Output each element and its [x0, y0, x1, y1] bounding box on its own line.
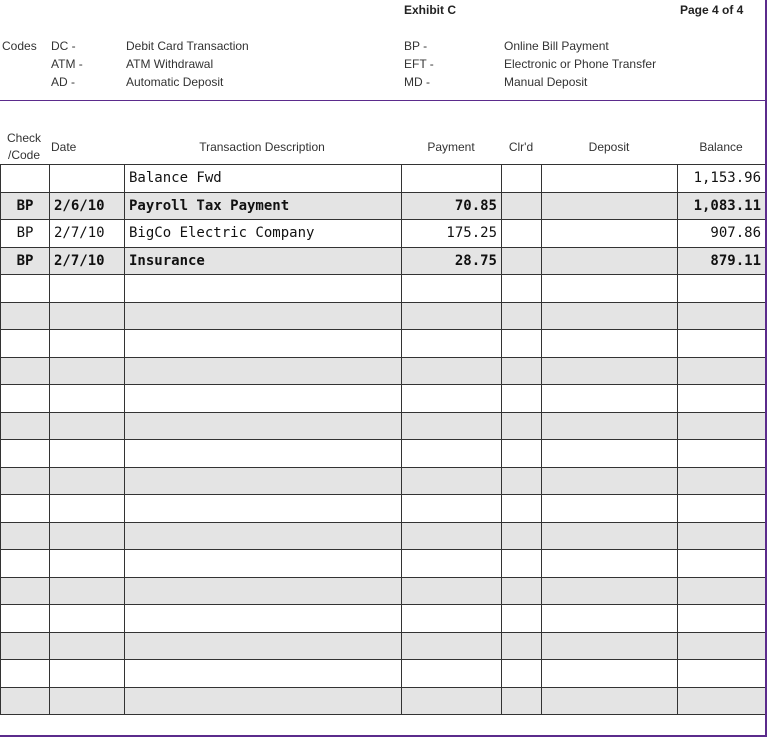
legend-meaning: ATM Withdrawal [126, 57, 214, 71]
cell-date[interactable] [50, 302, 125, 330]
cell-date[interactable] [50, 440, 125, 468]
cell-cleared[interactable] [502, 165, 542, 193]
legend-meaning: Debit Card Transaction [126, 39, 249, 53]
cell-code[interactable] [1, 275, 50, 303]
cell-cleared[interactable] [502, 467, 542, 495]
table-row [1, 302, 766, 330]
cell-date[interactable] [50, 550, 125, 578]
cell-payment[interactable] [402, 440, 502, 468]
cell-cleared[interactable] [502, 687, 542, 715]
cell-balance[interactable] [678, 522, 766, 550]
cell-description[interactable]: Balance Fwd [125, 165, 402, 193]
cell-date[interactable] [50, 605, 125, 633]
cell-description[interactable] [125, 605, 402, 633]
cell-balance[interactable] [678, 412, 766, 440]
cell-deposit[interactable] [542, 302, 678, 330]
ledger-body [1, 165, 766, 715]
cell-deposit[interactable] [542, 412, 678, 440]
cell-code[interactable] [1, 385, 50, 413]
cell-deposit[interactable] [542, 275, 678, 303]
legend-code: EFT - [404, 57, 434, 71]
cell-deposit[interactable] [542, 357, 678, 385]
cell-deposit[interactable] [542, 440, 678, 468]
cell-cleared[interactable] [502, 440, 542, 468]
cell-cleared[interactable] [502, 412, 542, 440]
cell-date[interactable]: 2/7/10 [50, 247, 125, 275]
cell-balance[interactable] [678, 440, 766, 468]
cell-date[interactable] [50, 385, 125, 413]
cell-date[interactable] [50, 577, 125, 605]
legend-meaning: Electronic or Phone Transfer [504, 57, 657, 71]
cell-description[interactable] [125, 440, 402, 468]
cell-date[interactable] [50, 660, 125, 688]
table-row [1, 687, 766, 715]
table-row [1, 275, 766, 303]
table-row [1, 522, 766, 550]
table-row [1, 220, 766, 248]
cell-code[interactable]: BP [1, 247, 50, 275]
page-indicator: Page 4 of 4 [680, 3, 744, 17]
cell-code[interactable] [1, 632, 50, 660]
cell-payment[interactable] [402, 412, 502, 440]
ledger-table [0, 164, 766, 715]
column-header-cleared: Clr'd [508, 140, 534, 154]
cell-deposit[interactable] [542, 495, 678, 523]
column-header-deposit: Deposit [588, 140, 630, 154]
legend-meaning: Online Bill Payment [504, 39, 609, 53]
cell-date[interactable]: 2/7/10 [50, 220, 125, 248]
cell-date[interactable]: 2/6/10 [50, 192, 125, 220]
legend-code: DC - [51, 39, 76, 53]
cell-payment[interactable] [402, 357, 502, 385]
cell-deposit[interactable] [542, 605, 678, 633]
cell-code[interactable] [1, 357, 50, 385]
cell-balance[interactable]: 1,083.11 [678, 192, 766, 220]
table-row [1, 385, 766, 413]
cell-description[interactable]: BigCo Electric Company [125, 220, 402, 248]
cell-payment[interactable] [402, 550, 502, 578]
cell-deposit[interactable] [542, 192, 678, 220]
cell-deposit[interactable] [542, 467, 678, 495]
cell-cleared[interactable] [502, 275, 542, 303]
table-row [1, 357, 766, 385]
column-header-description: Transaction Description [199, 140, 325, 154]
cell-balance[interactable] [678, 385, 766, 413]
cell-balance[interactable]: 907.86 [678, 220, 766, 248]
cell-deposit[interactable] [542, 687, 678, 715]
cell-cleared[interactable] [502, 660, 542, 688]
table-row [1, 660, 766, 688]
cell-payment[interactable] [402, 275, 502, 303]
codes-label: Codes [2, 39, 37, 53]
cell-balance[interactable]: 1,153.96 [678, 165, 766, 193]
cell-description[interactable] [125, 495, 402, 523]
cell-balance[interactable] [678, 550, 766, 578]
cell-cleared[interactable] [502, 632, 542, 660]
cell-description[interactable] [125, 577, 402, 605]
cell-description[interactable] [125, 412, 402, 440]
cell-description[interactable] [125, 632, 402, 660]
cell-payment[interactable] [402, 467, 502, 495]
cell-date[interactable] [50, 357, 125, 385]
cell-balance[interactable] [678, 467, 766, 495]
cell-code[interactable] [1, 467, 50, 495]
legend-code: MD - [404, 75, 430, 89]
cell-payment[interactable] [402, 577, 502, 605]
cell-cleared[interactable] [502, 357, 542, 385]
table-row [1, 577, 766, 605]
cell-code[interactable]: BP [1, 220, 50, 248]
cell-cleared[interactable] [502, 522, 542, 550]
legend-code: ATM - [51, 57, 83, 71]
cell-cleared[interactable] [502, 247, 542, 275]
legend-meaning: Manual Deposit [504, 75, 588, 89]
cell-code[interactable] [1, 165, 50, 193]
cell-description[interactable] [125, 660, 402, 688]
cell-description[interactable] [125, 385, 402, 413]
legend-code: AD - [51, 75, 75, 89]
cell-date[interactable] [50, 495, 125, 523]
table-row [1, 412, 766, 440]
cell-payment[interactable] [402, 687, 502, 715]
cell-balance[interactable] [678, 302, 766, 330]
cell-description[interactable] [125, 550, 402, 578]
column-header-check [0, 130, 48, 164]
cell-code[interactable] [1, 522, 50, 550]
legend-code: BP - [404, 39, 428, 53]
cell-payment[interactable] [402, 385, 502, 413]
table-row [1, 192, 766, 220]
cell-balance[interactable] [678, 605, 766, 633]
cell-code[interactable] [1, 440, 50, 468]
table-row [1, 330, 766, 358]
cell-cleared[interactable] [502, 220, 542, 248]
table-row [1, 632, 766, 660]
column-header-payment: Payment [427, 140, 475, 154]
cell-balance[interactable] [678, 577, 766, 605]
cell-description[interactable] [125, 687, 402, 715]
cell-description[interactable]: Payroll Tax Payment [125, 192, 402, 220]
cell-payment[interactable] [402, 660, 502, 688]
cell-code[interactable]: BP [1, 192, 50, 220]
cell-balance[interactable] [678, 357, 766, 385]
cell-deposit[interactable] [542, 330, 678, 358]
cell-date[interactable] [50, 632, 125, 660]
table-row [1, 165, 766, 193]
cell-cleared[interactable] [502, 302, 542, 330]
cell-cleared[interactable] [502, 385, 542, 413]
cell-deposit[interactable] [542, 577, 678, 605]
column-header-date: Date [51, 140, 77, 154]
cell-deposit[interactable] [542, 550, 678, 578]
cell-code[interactable] [1, 660, 50, 688]
cell-code[interactable] [1, 577, 50, 605]
cell-cleared[interactable] [502, 577, 542, 605]
cell-code[interactable] [1, 412, 50, 440]
cell-code[interactable] [1, 550, 50, 578]
table-row [1, 440, 766, 468]
cell-code[interactable] [1, 330, 50, 358]
cell-payment[interactable] [402, 302, 502, 330]
cell-description[interactable] [125, 275, 402, 303]
column-header-balance: Balance [699, 140, 743, 154]
cell-balance[interactable] [678, 632, 766, 660]
cell-code[interactable] [1, 605, 50, 633]
cell-payment[interactable] [402, 632, 502, 660]
cell-description[interactable] [125, 302, 402, 330]
cell-cleared[interactable] [502, 495, 542, 523]
cell-payment[interactable]: 70.85 [402, 192, 502, 220]
cell-payment[interactable] [402, 605, 502, 633]
cell-balance[interactable] [678, 687, 766, 715]
table-row [1, 550, 766, 578]
table-row [1, 495, 766, 523]
cell-deposit[interactable] [542, 660, 678, 688]
exhibit-title: Exhibit C [404, 3, 457, 17]
cell-balance[interactable] [678, 275, 766, 303]
cell-cleared[interactable] [502, 330, 542, 358]
cell-payment[interactable] [402, 330, 502, 358]
cell-date[interactable] [50, 330, 125, 358]
cell-deposit[interactable] [542, 522, 678, 550]
cell-cleared[interactable] [502, 192, 542, 220]
cell-balance[interactable] [678, 495, 766, 523]
cell-payment[interactable] [402, 495, 502, 523]
cell-deposit[interactable] [542, 385, 678, 413]
table-row [1, 247, 766, 275]
cell-date[interactable] [50, 522, 125, 550]
cell-date[interactable] [50, 687, 125, 715]
cell-description[interactable] [125, 357, 402, 385]
cell-payment[interactable] [402, 165, 502, 193]
cell-description[interactable] [125, 522, 402, 550]
cell-date[interactable] [50, 467, 125, 495]
cell-cleared[interactable] [502, 550, 542, 578]
cell-balance[interactable] [678, 330, 766, 358]
cell-deposit[interactable] [542, 247, 678, 275]
cell-payment[interactable] [402, 522, 502, 550]
cell-payment[interactable]: 28.75 [402, 247, 502, 275]
cell-deposit[interactable] [542, 220, 678, 248]
cell-balance[interactable] [678, 660, 766, 688]
column-header-check-line2: /Code [7, 148, 41, 162]
cell-description[interactable]: Insurance [125, 247, 402, 275]
cell-balance[interactable]: 879.11 [678, 247, 766, 275]
cell-description[interactable] [125, 330, 402, 358]
cell-code[interactable] [1, 687, 50, 715]
cell-deposit[interactable] [542, 632, 678, 660]
cell-deposit[interactable] [542, 165, 678, 193]
legend-meaning: Automatic Deposit [126, 75, 224, 89]
cell-cleared[interactable] [502, 605, 542, 633]
sheet-divider [0, 100, 767, 101]
column-header-check-line1: Check [6, 131, 41, 145]
table-row [1, 467, 766, 495]
cell-description[interactable] [125, 467, 402, 495]
table-row [1, 605, 766, 633]
cell-code[interactable] [1, 495, 50, 523]
cell-date[interactable] [50, 412, 125, 440]
cell-date[interactable] [50, 275, 125, 303]
cell-payment[interactable]: 175.25 [402, 220, 502, 248]
cell-code[interactable] [1, 302, 50, 330]
cell-date[interactable] [50, 165, 125, 193]
